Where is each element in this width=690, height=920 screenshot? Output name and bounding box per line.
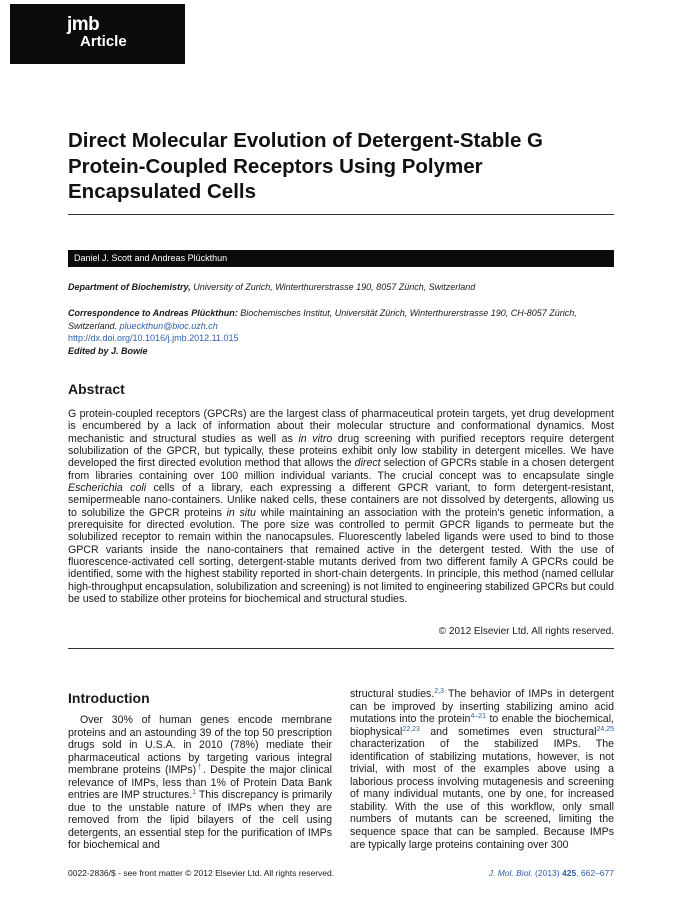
citation-ref[interactable]: 1 [192,789,197,797]
intro-heading: Introduction [68,690,150,706]
citation-ref[interactable]: 22,23 [402,725,420,733]
affiliation-address: University of Zurich, Winterthurerstrasse 190, 8057 Zürich, Switzerland [190,282,476,292]
abstract-body: G protein-coupled receptors (GPCRs) are the largest class of pharmaceutical protein targets, yet drug development is encumbered by a lack of information about their molecular structure and conformational dynamics. Most mechanistic and structural studies as well as in vitro drug screening with purified receptors require detergent solubilization of the GPCR, but typically, these proteins exhibit only low stability in detergent micelles. We have developed the first directed evolution method that allows the direct selection of GPCRs stable in a chosen detergent from libraries containing over 100 million individual variants. The crucial concept was to encapsulate single Escherichia coli cells of a library, each expressing a different GPCR variant, to form detergent-resistant, semipermeable nano-containers. Unlike naked cells, these containers are not dissolved by detergents, allowing us to solubilize the GPCR proteins in situ while maintaining an association with the protein's genetic information, a prerequisite for directed evolution. The pore size was controlled to permit GPCR ligands to permeate but the solubilized receptor to remain within the nanocapsules. Fluorescently labeled ligands were used to bind to those GPCR variants inside the nano-containers that remained active in the detergent tested. With the use of fluorescence-activated cell sorting, detergent-stable mutants derived from two different family A GPCRs could be identified, some with the highest stability reported in short-chain detergents. In principle, this method (named cellular high-throughput encapsulation, solubilization and screening) is not limited to engineering stabilized GPCRs but could be used to stabilize other proteins for biochemical and structural studies. [68,408,614,606]
copyright: © 2012 Elsevier Ltd. All rights reserved. [438,626,614,637]
title-rule [68,214,614,215]
affiliation [68,281,614,294]
affiliation-dept: Department of Biochemistry, [68,282,191,292]
abstract-heading: Abstract [68,381,125,397]
footer-front-matter: 0022-2836/$ - see front matter © 2012 Elsevier Ltd. All rights reserved. [68,868,335,878]
correspondence-address: Biochemisches Institut, Universität Zürich, Winterthurerstrasse 190, CH-8057 Zürich, Switzerland. [68,308,577,331]
footer-citation: J. Mol. Biol. (2013) 425, 662–677 [488,868,614,878]
logo-jmb-text: jmb [67,14,100,35]
intro-left-column: Over 30% of human genes encode membrane proteins and an astounding 39 of the top 50 prescription drugs sold in U.S.A. in 2010 (78%) mediate their pharmaceutical actions by targeting various integral membrane proteins (IMPs)†. Despite the major clinical relevance of IMPs, less than 1% of Protein Data Bank entries are IMP structures.$^1$ This discrepancy is primarily due to the unstable nature of IMPs when they are removed from the lipid bilayers of the cell using detergents, an essential step for the purification of IMPs for biochemical and [68,714,332,852]
intro-right-column: structural studies.$^{2,3}$ The behavior of IMPs in detergent can be improved by inserting stabilizing amino acid mutations into the protein$^{4-21}$ to enable the biochemical, biophysical$^{22,23}$ and sometimes even structural$^{24,25}$ characterization of the stabilized IMPs. The identification of stabilizing mutations, however, is not trivial, with most of the examples above using a laborious process involving mutagenesis and screening of many individual mutants, one by one, for increased stability. With the use of this workflow, only small numbers of mutants can be screened, limiting the sequence space that can be sampled. Because IMPs are typically large proteins containing over 300 [350,688,614,851]
dagger-ref[interactable]: † [196,764,203,772]
correspondence-label: Correspondence to Andreas Plückthun: [68,308,238,318]
correspondence [68,307,614,357]
citation-ref[interactable]: 24,25 [596,725,614,733]
author-bar: Daniel J. Scott and Andreas Plückthun [68,250,614,267]
doi-link[interactable]: http://dx.doi.org/10.1016/j.jmb.2012.11.015 [68,333,239,343]
logo-article-text: Article [80,33,127,50]
citation-ref[interactable]: 4–21 [470,713,487,721]
citation-ref[interactable]: 2,3 [434,688,445,695]
edited-by: Edited by J. Bowie [68,345,148,356]
email-link[interactable]: plueckthun@bioc.uzh.ch [119,320,218,331]
abstract-rule [68,648,614,649]
journal-logo [10,4,185,64]
article-title: Direct Molecular Evolution of Detergent-Stable G Protein-Coupled Receptors Using Polymer Encapsulated Cells [68,129,543,203]
